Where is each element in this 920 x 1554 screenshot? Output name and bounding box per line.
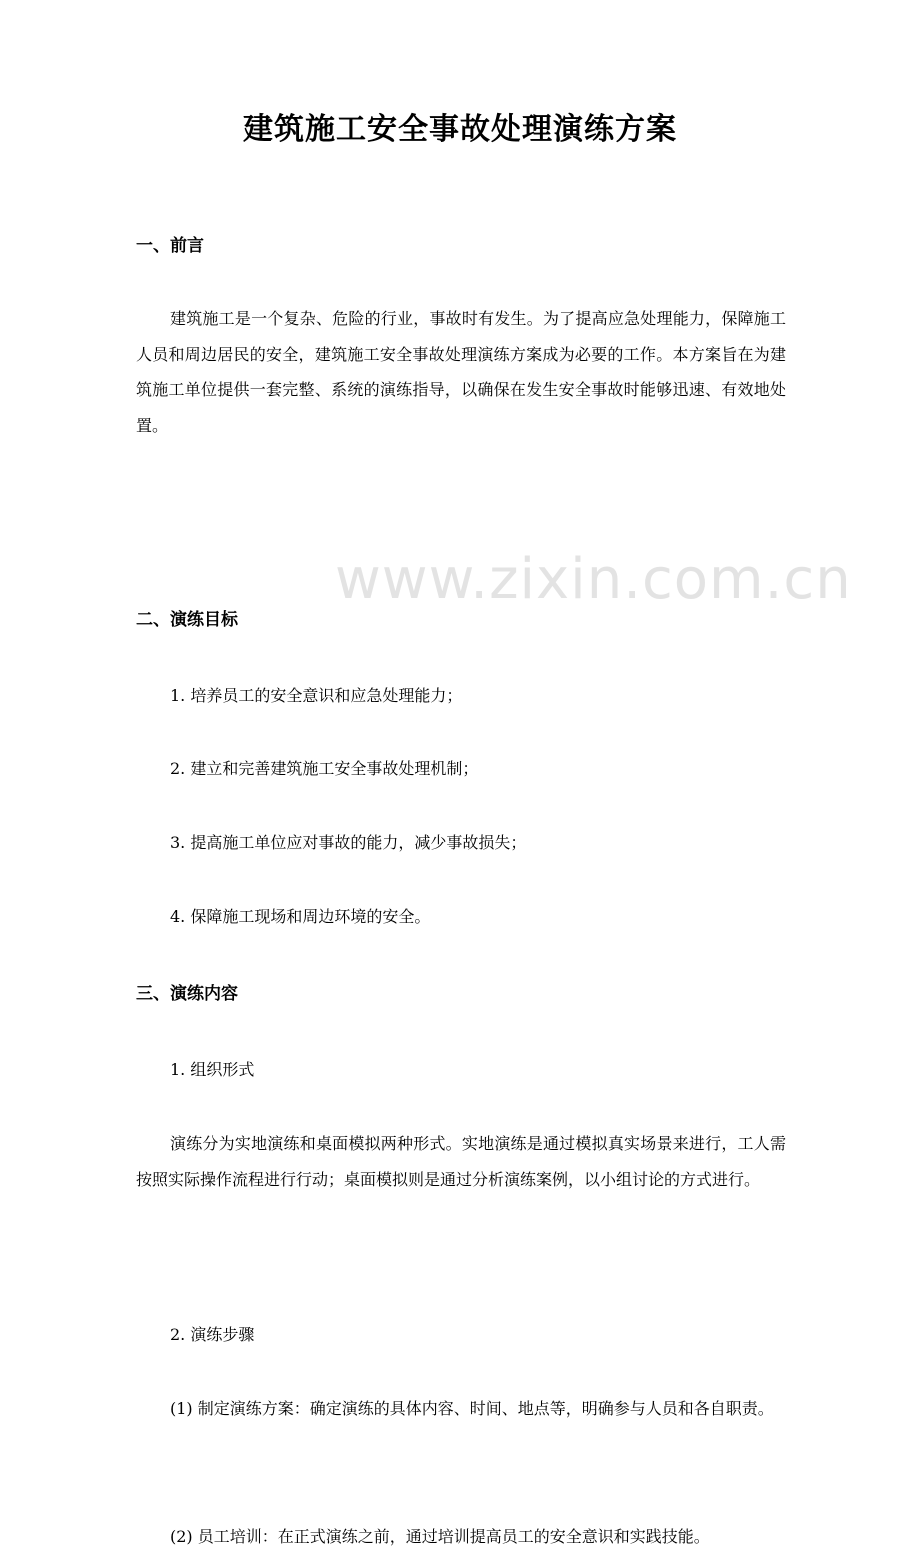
goal-item-1: 1. 培养员工的安全意识和应急处理能力； [170,684,920,708]
goal-item-4: 4. 保障施工现场和周边环境的安全。 [170,905,920,929]
section-heading-preface: 一、前言 [136,234,920,258]
section-heading-content: 三、演练内容 [136,982,920,1006]
subheading-organization: 1. 组织形式 [170,1058,920,1082]
goal-item-3: 3. 提高施工单位应对事故的能力，减少事故损失； [170,831,920,855]
organization-paragraph: 演练分为实地演练和桌面模拟两种形式。实地演练是通过模拟真实场景来进行，工人需按照实际操作流程进行行动；桌面模拟则是通过分析演练案例，以小组讨论的方式进行。 [136,1126,786,1197]
subheading-steps: 2. 演练步骤 [170,1323,920,1347]
document-title: 建筑施工安全事故处理演练方案 [0,108,920,152]
step-1-paragraph: (1) 制定演练方案：确定演练的具体内容、时间、地点等，明确参与人员和各自职责。 [136,1391,786,1427]
goal-item-2: 2. 建立和完善建筑施工安全事故处理机制； [170,757,920,781]
step-2-paragraph: (2) 员工培训：在正式演练之前，通过培训提高员工的安全意识和实践技能。 [136,1519,786,1554]
preface-paragraph: 建筑施工是一个复杂、危险的行业，事故时有发生。为了提高应急处理能力，保障施工人员和周边居民的安全，建筑施工安全事故处理演练方案成为必要的工作。本方案旨在为建筑施工单位提供一套完整、系统的演练指导，以确保在发生安全事故时能够迅速、有效地处置。 [136,301,786,443]
watermark: www.zixin.com.cn [335,548,852,612]
section-heading-goals: 二、演练目标 [136,608,920,632]
